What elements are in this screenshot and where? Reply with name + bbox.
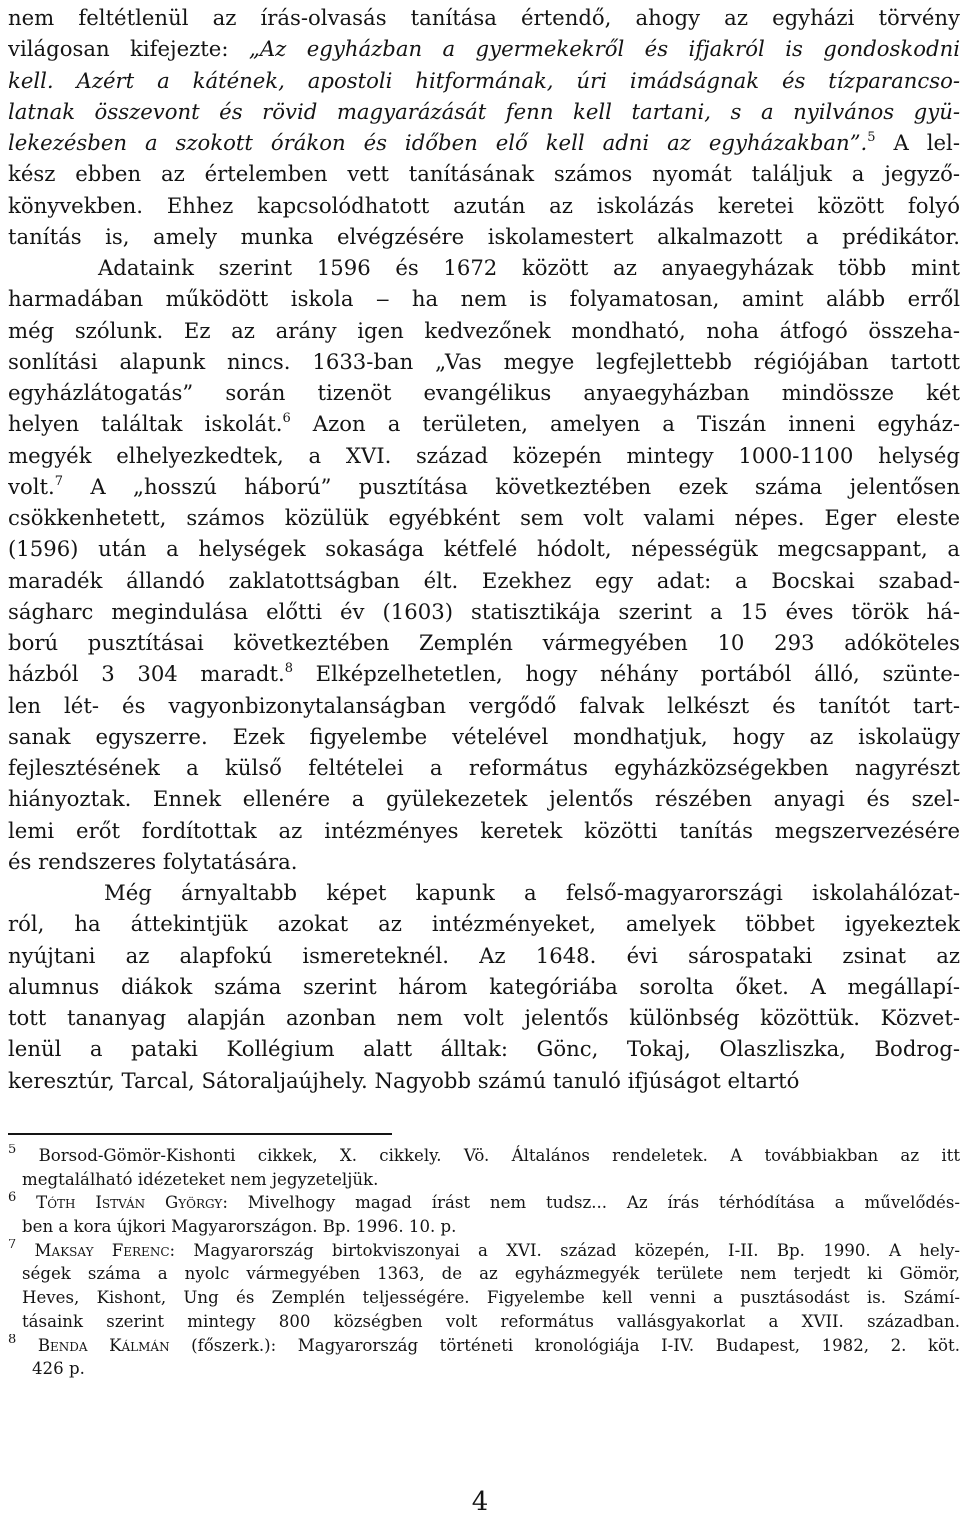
body-line — [8, 627, 960, 658]
text-run: megyék elhelyezkedtek, a XVI. század közepén mintegy 1000-1100 helység — [8, 442, 960, 468]
body-line — [8, 190, 960, 221]
text-run: sonlítási alapunk nincs. 1633-ban „Vas megye legfejlettebb régiójában tartott — [8, 348, 960, 374]
text-run: len lét- és vagyonbizonytalanságban vergődő falvak lelkészt és tanítót tart- — [8, 692, 960, 718]
body-line — [8, 158, 960, 189]
body-line — [8, 690, 960, 721]
body-line — [8, 408, 960, 439]
text-run: : Mivelhogy magad írást nem tudsz... Az írás térhódítása a művelődés- — [222, 1193, 960, 1213]
author-name: Tóth István György — [36, 1193, 223, 1213]
body-line — [8, 846, 960, 877]
body-line — [8, 283, 960, 314]
footnote-line — [8, 1144, 960, 1168]
text-run: helyen találtak iskolát. — [8, 411, 283, 437]
quotation-text: latnak összevont és rövid magyarázását fenn kell tartani, s a nyilvános gyü- — [8, 98, 960, 124]
body-line — [8, 440, 960, 471]
text-run: ben a kora újkori Magyarországon. Bp. 1996. 10. p. — [22, 1217, 457, 1237]
text-run: könyvekben. Ehhez kapcsolódhatott azután az iskolázás keretei között folyó — [8, 192, 960, 218]
text-run: harmadában működött iskola ‒ ha nem is folyamatosan, amint alább erről — [8, 286, 960, 312]
text-run: Heves, Kishont, Ung és Zemplén teljességére. Figyelembe kell venni a pusztásodást is. Számí- — [22, 1288, 960, 1308]
footnote-ref: 6 — [8, 1191, 17, 1205]
body-line — [8, 502, 960, 533]
body-line — [8, 1002, 960, 1033]
footnote-ref: 5 — [8, 1144, 17, 1158]
footnote-line — [8, 1168, 960, 1192]
body-line — [8, 815, 960, 846]
page-number: 4 — [471, 1487, 489, 1517]
text-run: (főszerk.): Magyarország történeti kronológiája I-IV. Budapest, 1982, 2. köt. — [169, 1335, 960, 1355]
text-run: Adataink szerint 1596 és 1672 között az anyaegyházak több mint — [98, 255, 960, 280]
text-run: Borsod-Gömör-Kishonti cikkek, X. cikkely. Vö. Általános rendeletek. A továbbiakban az itt — [16, 1146, 960, 1165]
text-run: még szólunk. Ez az arány igen kedvezőnek mondható, noha átfogó összeha- — [8, 317, 960, 343]
text-run: nyújtani az alapfokú ismereteknél. Az 1648. évi sárospataki zsinat az — [8, 942, 960, 968]
text-run: 426 p. — [32, 1359, 85, 1379]
text-run: világosan kifejezte: — [8, 36, 249, 62]
author-name: Maksay Ferenc — [34, 1240, 170, 1260]
body-line — [8, 565, 960, 596]
text-run: és rendszeres folytatására. — [8, 848, 298, 874]
footnotes — [8, 1144, 960, 1381]
body-line — [8, 752, 960, 783]
body-line — [8, 877, 960, 908]
body-line — [8, 2, 960, 33]
text-run: egyházlátogatás” során tizenöt evangélikus anyaegyházban mindössze két — [8, 380, 960, 405]
text-run: kész ebben az értelemben vett tanításának számos nyomát találjuk a jegyző- — [8, 161, 960, 187]
footnote-separator — [8, 1133, 392, 1135]
text-run: sanak egyszerre. Ezek figyelembe vételével mondhatjuk, hogy az iskolaügy — [8, 723, 960, 749]
body-line — [8, 96, 960, 127]
text-run: Elképzelhetetlen, hogy néhány portából álló, szünte- — [293, 661, 960, 687]
text-run: A lel- — [875, 130, 960, 155]
footnote-line — [8, 1262, 960, 1286]
body-line — [8, 252, 960, 283]
body-line — [8, 33, 960, 64]
text-run: maradék állandó zaklatottságban élt. Ezekhez egy adat: a Bocskai szabad- — [8, 567, 960, 593]
text-run: A „hosszú háború” pusztítása következtében ezek száma jelentősen — [63, 473, 960, 499]
quotation-text: lekezésben a szokott órákon és időben elő kell adni az egyházakban”. — [8, 130, 868, 155]
body-line — [8, 533, 960, 564]
footnote-line — [8, 1239, 960, 1263]
body-line — [8, 721, 960, 752]
footnote-line — [8, 1310, 960, 1334]
text-run: megtalálható idézeteket nem jegyzeteljük. — [22, 1169, 379, 1189]
text-run: ború pusztításai következtében Zemplén vármegyében 10 293 adóköteles — [8, 630, 960, 655]
body-line — [8, 127, 960, 158]
text-run: tásaink szerint mintegy 800 községben volt református vallásgyakorlat a XVII. században. — [22, 1311, 960, 1331]
body-line — [8, 1033, 960, 1064]
text-run: Még árnyaltabb képet kapunk a felső-magyarországi iskolahálózat- — [104, 880, 960, 905]
footnote-ref: 6 — [282, 411, 291, 427]
body-line — [8, 940, 960, 971]
body-line — [8, 377, 960, 408]
body-line — [8, 971, 960, 1002]
footnote-line — [8, 1334, 960, 1358]
quotation-text: kell. Azért a kátének, apostoli hitformának, úri imádságnak és tízparancso- — [8, 67, 960, 93]
body-line — [8, 596, 960, 627]
footnote-line — [8, 1191, 960, 1215]
text-run — [16, 1193, 36, 1212]
body-line — [8, 658, 960, 689]
text-run: keresztúr, Tarcal, Sátoraljaújhely. Nagyobb számú tanuló ifjúságot eltartó — [8, 1067, 800, 1093]
body-line — [8, 471, 960, 502]
text-run: tanítás is, amely munka elvégzésére iskolamestert alkalmazott a prédikátor. — [8, 223, 960, 249]
author-name: Benda Kálmán — [37, 1335, 170, 1355]
text-run: alumnus diákok száma szerint három kategóriába sorolta őket. A megállapí- — [8, 973, 960, 999]
footnote-ref: 5 — [867, 129, 876, 145]
body-line — [8, 65, 960, 96]
footnote-line — [8, 1215, 960, 1239]
footnote-ref: 8 — [284, 661, 294, 677]
text-run: lenül a pataki Kollégium alatt álltak: Gönc, Tokaj, Olaszliszka, Bodrog- — [8, 1036, 960, 1062]
footnote-ref: 8 — [8, 1333, 17, 1347]
text-run: volt. — [8, 473, 55, 499]
text-run — [16, 1241, 34, 1260]
footnote-line — [8, 1286, 960, 1310]
footnote-line — [8, 1357, 960, 1381]
text-run: ságharc megindulása előtti év (1603) statisztikája szerint a 15 éves török há- — [8, 598, 960, 624]
text-run: tott tananyag alapján azonban nem volt jelentős különbség közöttük. Közvet- — [8, 1005, 960, 1030]
text-run: ról, ha áttekintjük azokat az intézményeket, amelyek többet igyekeztek — [8, 911, 960, 937]
body-line — [8, 783, 960, 814]
body-line — [8, 346, 960, 377]
text-run: házból 3 304 maradt. — [8, 661, 285, 687]
quotation-text: „Az egyházban a gyermekekről és ifjakról is gondoskodni — [248, 36, 960, 62]
footnote-ref: 7 — [8, 1238, 17, 1253]
text-run: csökkenhetett, számos közülük egyébként sem volt valami népes. Eger eleste — [8, 505, 960, 530]
text-run: fejlesztésének a külső feltételei a református egyházközségekben nagyrészt — [8, 755, 960, 780]
main-text — [8, 2, 960, 1096]
text-run: (1596) után a helységek sokasága kétfelé hódolt, népességük megcsappant, a — [8, 536, 960, 562]
footnote-ref: 7 — [54, 473, 64, 489]
body-line — [8, 908, 960, 939]
text-run: Azon a területen, amelyen a Tiszán inneni egyház- — [290, 411, 960, 437]
text-run: : Magyarország birtokviszonyai a XVI. század közepén, I-II. Bp. 1990. A hely- — [169, 1240, 960, 1260]
body-line — [8, 221, 960, 252]
body-line — [8, 315, 960, 346]
text-run: ségek száma a nyolc vármegyében 1363, de az egyházmegyék területe nem terjedt ki Gömör, — [22, 1264, 960, 1284]
body-line — [8, 1065, 960, 1096]
text-run: lemi erőt fordítottak az intézményes keretek közötti tanítás megszervezésére — [8, 817, 960, 843]
text-run: hiányoztak. Ennek ellenére a gyülekezetek jelentős részében anyagi és szel- — [8, 786, 960, 812]
text-run: nem feltétlenül az írás-olvasás tanítása értendő, ahogy az egyházi törvény — [8, 5, 960, 30]
text-run — [16, 1336, 38, 1355]
